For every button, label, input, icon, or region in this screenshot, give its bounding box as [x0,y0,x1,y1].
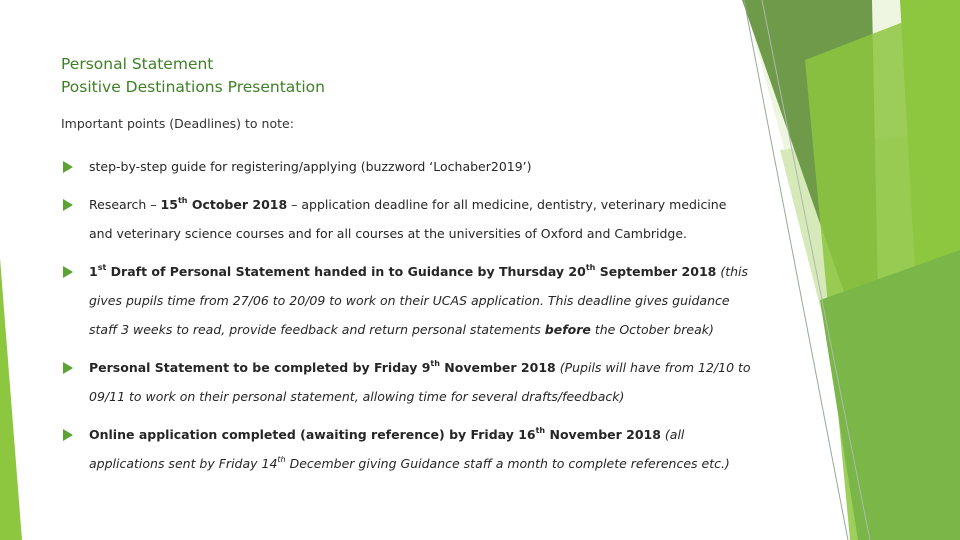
bullet-item [63,353,753,411]
deadline-text: Personal Statement to be completed by Friday 9 [89,360,431,375]
deadline-text: Draft of Personal Statement handed in to Guidance by Thursday 20 [106,264,586,279]
bullet-item [63,420,753,478]
slide-title [61,53,325,99]
note-text: December giving Guidance staff a month to complete references etc.) [285,456,730,471]
triangle-bullet-icon [63,429,73,441]
deadline-text: 1 [89,264,98,279]
triangle-bullet-icon [63,161,73,173]
left-green-sliver [0,258,22,540]
ordinal-suffix: th [177,196,188,205]
ordinal-suffix: st [97,263,107,272]
deadline-date: 15 [160,197,178,212]
ordinal-suffix: th [430,359,440,368]
ordinal-suffix: th [277,455,286,464]
title-line-2: Positive Destinations Presentation [61,78,325,96]
bullet-item [63,152,753,181]
title-line-1: Personal Statement [61,55,214,73]
bullet-list [63,152,753,478]
bullet-item [63,190,753,248]
triangle-bullet-icon [63,266,73,278]
triangle-bullet-icon [63,199,73,211]
deadline-date: October 2018 [187,197,288,212]
emphasis-text: before [544,322,591,337]
deadline-text: September 2018 [595,264,717,279]
note-text: the October break) [590,322,714,337]
ordinal-suffix: th [535,426,546,435]
subtitle: Important points (Deadlines) to note: [61,116,294,131]
note-text: (this gives pupils time from 27/06 to 20/09 to work on their UCAS application. This deadline gives guidance staff 3 weeks to read, provide feedback and return personal statements [89,264,749,337]
bullet-text: step-by-step guide for registering/applying (buzzword ‘Lochaber2019’) [89,159,532,174]
bullet-text: – application deadline for all medicine, dentistry, veterinary medicine and veterinary science courses and for all courses at the universities of Oxford and Cambridge. [89,197,727,241]
bullet-text: Research – [89,197,161,212]
note-text: (all applications sent by Friday 14 [89,427,685,471]
bullet-item [63,257,753,344]
triangle-bullet-icon [63,362,73,374]
deadline-text: November 2018 [545,427,661,442]
deadline-text: November 2018 [439,360,556,375]
deadline-text: Online application completed (awaiting reference) by Friday 16 [89,427,536,442]
note-text: (Pupils will have from 12/10 to 09/11 to work on their personal statement, allowing time for several drafts/feedback) [89,360,751,404]
ordinal-suffix: th [585,263,596,272]
